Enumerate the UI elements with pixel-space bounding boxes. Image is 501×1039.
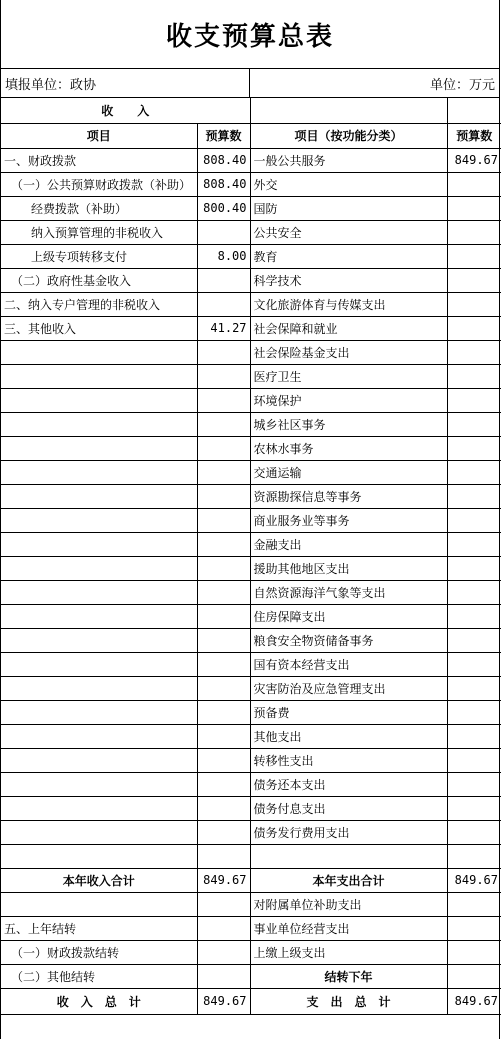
income-value <box>197 940 250 964</box>
expense-item: 债务还本支出 <box>250 772 447 796</box>
expense-item: 灾害防治及应急管理支出 <box>250 676 447 700</box>
table-row <box>1 820 501 844</box>
expense-item: 科学技术 <box>250 268 447 292</box>
expense-value <box>447 460 501 484</box>
expense-item <box>250 844 447 868</box>
expense-item: 上缴上级支出 <box>250 940 447 964</box>
table-row <box>1 628 501 652</box>
expense-grand-value: 849.67 <box>447 988 501 1014</box>
income-item <box>1 724 197 748</box>
income-item <box>1 580 197 604</box>
income-item: 二、纳入专户管理的非税收入 <box>1 292 197 316</box>
income-value <box>197 532 250 556</box>
income-item <box>1 676 197 700</box>
table-row <box>1 460 501 484</box>
table-row <box>1 172 501 196</box>
income-value: 8.00 <box>197 244 250 268</box>
income-value <box>197 916 250 940</box>
expense-item: 事业单位经营支出 <box>250 916 447 940</box>
table-row <box>1 484 501 508</box>
income-value <box>197 580 250 604</box>
expense-value <box>447 436 501 460</box>
expense-item: 援助其他地区支出 <box>250 556 447 580</box>
income-value <box>197 220 250 244</box>
expense-value <box>447 292 501 316</box>
income-item: 上级专项转移支付 <box>1 244 197 268</box>
income-value <box>197 556 250 580</box>
expense-value <box>447 748 501 772</box>
table-row <box>1 292 501 316</box>
table-row <box>1 340 501 364</box>
table-row <box>1 532 501 556</box>
income-item <box>1 652 197 676</box>
income-value <box>197 268 250 292</box>
income-value: 808.40 <box>197 172 250 196</box>
table-row <box>1 556 501 580</box>
income-item <box>1 700 197 724</box>
expense-value: 849.67 <box>447 148 501 172</box>
income-item: 纳入预算管理的非税收入 <box>1 220 197 244</box>
table-row <box>1 892 501 916</box>
income-item <box>1 844 197 868</box>
expense-item: 金融支出 <box>250 532 447 556</box>
expense-item: 债务付息支出 <box>250 796 447 820</box>
income-item <box>1 508 197 532</box>
expense-value <box>447 244 501 268</box>
income-item <box>1 772 197 796</box>
income-value <box>197 844 250 868</box>
income-item: （二）其他结转 <box>1 964 197 988</box>
income-item <box>1 436 197 460</box>
income-value: 41.27 <box>197 316 250 340</box>
income-value <box>197 796 250 820</box>
table-row <box>1 316 501 340</box>
expense-total-value: 849.67 <box>447 868 501 892</box>
table-row <box>1 652 501 676</box>
table-row <box>1 148 501 172</box>
expense-value <box>447 796 501 820</box>
unit-row <box>1 69 499 98</box>
income-item <box>1 748 197 772</box>
expense-value <box>447 676 501 700</box>
income-value <box>197 508 250 532</box>
expense-value <box>447 916 501 940</box>
income-value <box>197 892 250 916</box>
expense-value <box>447 652 501 676</box>
table-row <box>1 676 501 700</box>
expense-item: 商业服务业等事务 <box>250 508 447 532</box>
totals-row <box>1 868 501 892</box>
income-total-value: 849.67 <box>197 868 250 892</box>
income-value: 800.40 <box>197 196 250 220</box>
col-header-item: 项目 <box>1 123 197 148</box>
expense-item: 债务发行费用支出 <box>250 820 447 844</box>
table-row <box>1 604 501 628</box>
income-item: （一）公共预算财政拨款（补助） <box>1 172 197 196</box>
table-row <box>1 748 501 772</box>
expense-value <box>447 628 501 652</box>
income-value <box>197 700 250 724</box>
income-item: 三、其他收入 <box>1 316 197 340</box>
income-item <box>1 556 197 580</box>
expense-value <box>447 556 501 580</box>
expense-value <box>447 700 501 724</box>
income-value <box>197 724 250 748</box>
table-row <box>1 412 501 436</box>
income-item <box>1 796 197 820</box>
table-row <box>1 580 501 604</box>
expense-item: 自然资源海洋气象等支出 <box>250 580 447 604</box>
table-row <box>1 916 501 940</box>
income-value <box>197 604 250 628</box>
table-row <box>1 220 501 244</box>
income-total-label: 本年收入合计 <box>1 868 197 892</box>
expense-item: 对附属单位补助支出 <box>250 892 447 916</box>
income-value <box>197 628 250 652</box>
money-unit: 单位：万元 <box>429 77 495 93</box>
income-value <box>197 436 250 460</box>
income-header: 收 入 <box>1 98 250 123</box>
income-value: 808.40 <box>197 148 250 172</box>
expense-item: 其他支出 <box>250 724 447 748</box>
income-grand-value: 849.67 <box>197 988 250 1014</box>
expense-item: 交通运输 <box>250 460 447 484</box>
expense-grand-label: 支 出 总 计 <box>250 988 447 1014</box>
expense-value <box>447 580 501 604</box>
expense-item: 社会保障和就业 <box>250 316 447 340</box>
income-value <box>197 676 250 700</box>
income-item <box>1 412 197 436</box>
table-row <box>1 268 501 292</box>
table-row <box>1 844 501 868</box>
expense-value <box>447 268 501 292</box>
expense-item: 外交 <box>250 172 447 196</box>
table-row <box>1 364 501 388</box>
expense-value <box>447 508 501 532</box>
income-value <box>197 484 250 508</box>
col-header-exp-budget: 预算数 <box>447 123 501 148</box>
table-row <box>1 436 501 460</box>
income-value <box>197 820 250 844</box>
income-item <box>1 364 197 388</box>
income-item <box>1 532 197 556</box>
col-header-budget: 预算数 <box>197 123 250 148</box>
expense-item: 农林水事务 <box>250 436 447 460</box>
expense-value <box>447 940 501 964</box>
income-value <box>197 388 250 412</box>
table-row <box>1 796 501 820</box>
table-row <box>1 508 501 532</box>
income-value <box>197 748 250 772</box>
income-item: 五、上年结转 <box>1 916 197 940</box>
income-item: （一）财政拨款结转 <box>1 940 197 964</box>
expense-item: 资源勘探信息等事务 <box>250 484 447 508</box>
expense-item: 城乡社区事务 <box>250 412 447 436</box>
expense-value <box>447 820 501 844</box>
expense-item: 教育 <box>250 244 447 268</box>
income-value <box>197 772 250 796</box>
expense-value <box>447 388 501 412</box>
expense-item: 社会保险基金支出 <box>250 340 447 364</box>
expense-value <box>447 484 501 508</box>
expense-value <box>447 892 501 916</box>
expense-value <box>447 724 501 748</box>
income-item <box>1 820 197 844</box>
table-row <box>1 940 501 964</box>
table-row <box>1 772 501 796</box>
income-value <box>197 340 250 364</box>
income-item <box>1 388 197 412</box>
table-row <box>1 388 501 412</box>
expense-item: 粮食安全物资储备事务 <box>250 628 447 652</box>
income-header-row <box>1 98 501 123</box>
expense-value <box>447 364 501 388</box>
expense-item: 环境保护 <box>250 388 447 412</box>
expense-item: 公共安全 <box>250 220 447 244</box>
expense-item: 预备费 <box>250 700 447 724</box>
expense-value <box>447 340 501 364</box>
expense-value <box>447 172 501 196</box>
income-value <box>197 964 250 988</box>
income-item <box>1 628 197 652</box>
expense-value <box>447 412 501 436</box>
income-item: （二）政府性基金收入 <box>1 268 197 292</box>
income-value <box>197 292 250 316</box>
income-item <box>1 460 197 484</box>
expense-value <box>447 772 501 796</box>
expense-item: 文化旅游体育与传媒支出 <box>250 292 447 316</box>
table-row <box>1 964 501 988</box>
income-item <box>1 340 197 364</box>
income-item <box>1 604 197 628</box>
expense-value <box>447 604 501 628</box>
expense-item: 国有资本经营支出 <box>250 652 447 676</box>
table-row <box>1 700 501 724</box>
income-item <box>1 484 197 508</box>
income-value <box>197 460 250 484</box>
income-value <box>197 364 250 388</box>
income-item: 经费拨款（补助） <box>1 196 197 220</box>
table-row <box>1 196 501 220</box>
table-row <box>1 244 501 268</box>
income-value <box>197 652 250 676</box>
income-grand-label: 收 入 总 计 <box>1 988 197 1014</box>
page-title: 收支预算总表 <box>1 0 499 69</box>
income-item <box>1 892 197 916</box>
expense-value <box>447 316 501 340</box>
filler-unit: 填报单位：政协 <box>1 69 250 97</box>
col-header-exp-item: 项目（按功能分类） <box>250 123 447 148</box>
grand-total-row <box>1 988 501 1014</box>
column-header-row <box>1 123 501 148</box>
expense-value <box>447 220 501 244</box>
expense-value <box>447 844 501 868</box>
expense-item: 转移性支出 <box>250 748 447 772</box>
expense-total-label: 本年支出合计 <box>250 868 447 892</box>
expense-item: 结转下年 <box>250 964 447 988</box>
budget-table <box>1 98 501 1015</box>
expense-value <box>447 964 501 988</box>
table-row <box>1 724 501 748</box>
expense-item: 住房保障支出 <box>250 604 447 628</box>
expense-item: 一般公共服务 <box>250 148 447 172</box>
expense-item: 医疗卫生 <box>250 364 447 388</box>
income-value <box>197 412 250 436</box>
income-item: 一、财政拨款 <box>1 148 197 172</box>
expense-value <box>447 196 501 220</box>
expense-value <box>447 532 501 556</box>
expense-item: 国防 <box>250 196 447 220</box>
